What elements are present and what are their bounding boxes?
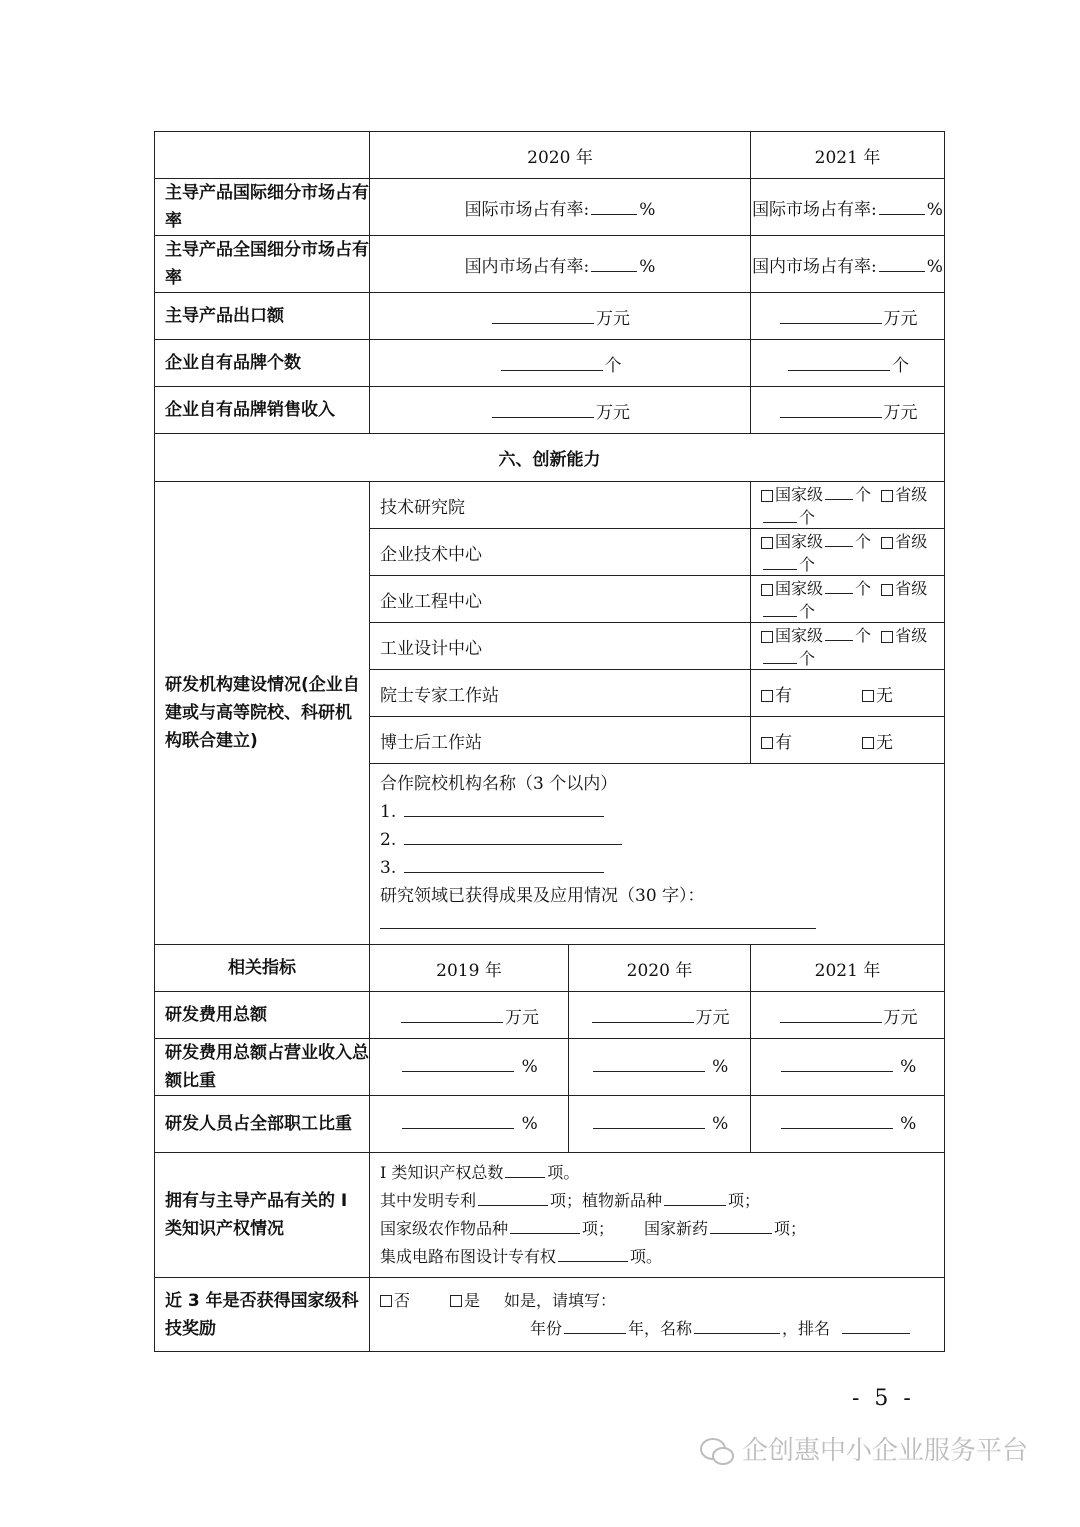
export-2020[interactable]: 万元 <box>370 293 751 340</box>
rd-level[interactable]: 国家级 个 省级个 <box>751 576 945 623</box>
ip-label: 拥有与主导产品有关的 I 类知识产权情况 <box>155 1153 370 1278</box>
brands-2021[interactable]: 个 <box>751 340 945 387</box>
coop-title: 合作院校机构名称（3 个以内） <box>380 774 618 794</box>
rd-ratio-2020[interactable]: % <box>569 1039 751 1096</box>
row-label: 企业自有品牌个数 <box>155 340 370 387</box>
watermark <box>700 1430 1028 1467</box>
export-2021[interactable]: 万元 <box>751 293 945 340</box>
rd-staff-2020[interactable]: % <box>569 1096 751 1153</box>
rd-item: 工业设计中心 <box>370 623 751 670</box>
year-header: 2020 年 <box>569 945 751 992</box>
brand-sales-2020[interactable]: 万元 <box>370 387 751 434</box>
year-header: 2021 年 <box>751 132 945 179</box>
rd-item: 技术研究院 <box>370 482 751 529</box>
row-label: 主导产品全国细分市场占有率 <box>155 236 370 293</box>
corner-cell <box>155 132 370 179</box>
brand-sales-2021[interactable]: 万元 <box>751 387 945 434</box>
intl-share-2020[interactable]: 国际市场占有率: % <box>370 179 751 236</box>
ip-block[interactable]: I 类知识产权总数 项。 其中发明专利 项；植物新品种 项； 国家级农作物品种 项； 国家新药 项； 集成电路布图设计专有权 项。 <box>370 1153 945 1278</box>
rd-label: 研发机构建设情况(企业自建或与高等院校、科研机构联合建立) <box>155 482 370 945</box>
brands-2020[interactable]: 个 <box>370 340 751 387</box>
rd-ratio-2019[interactable]: % <box>370 1039 569 1096</box>
row-label: 主导产品出口额 <box>155 293 370 340</box>
rd-item: 企业工程中心 <box>370 576 751 623</box>
row-label: 研发费用总额占营业收入总额比重 <box>155 1039 370 1096</box>
year-header: 2020 年 <box>370 132 751 179</box>
row-label: 研发人员占全部职工比重 <box>155 1096 370 1153</box>
row-label: 企业自有品牌销售收入 <box>155 387 370 434</box>
dom-share-2021[interactable]: 国内市场占有率: % <box>751 236 945 293</box>
rd-cost-2021[interactable]: 万元 <box>751 992 945 1039</box>
rd-staff-2019[interactable]: % <box>370 1096 569 1153</box>
award-label: 近 3 年是否获得国家级科技奖励 <box>155 1278 370 1352</box>
rd-cost-2020[interactable]: 万元 <box>569 992 751 1039</box>
dom-share-2020[interactable]: 国内市场占有率: % <box>370 236 751 293</box>
wechat-icon <box>700 1437 734 1467</box>
rd-ratio-2021[interactable]: % <box>751 1039 945 1096</box>
row-label: 主导产品国际细分市场占有率 <box>155 179 370 236</box>
rd-cost-2019[interactable]: 万元 <box>370 992 569 1039</box>
rd-yesno[interactable]: 有 无 <box>751 717 945 764</box>
indicator-header: 相关指标 <box>155 945 370 992</box>
rd-level[interactable]: 国家级 个 省级个 <box>751 623 945 670</box>
coop-block[interactable]: 合作院校机构名称（3 个以内） 1. 2. 3. 研究领域已获得成果及应用情况（30 字）： <box>370 764 945 945</box>
year-header: 2019 年 <box>370 945 569 992</box>
rd-item: 博士后工作站 <box>370 717 751 764</box>
section-title: 六、创新能力 <box>155 434 945 482</box>
row-label: 研发费用总额 <box>155 992 370 1039</box>
page-number: - 5 - <box>852 1386 915 1411</box>
award-block[interactable]: 否 是 如是，请填写： 年份 年，名称 ，排名 <box>370 1278 945 1352</box>
rd-staff-2021[interactable]: % <box>751 1096 945 1153</box>
rd-item: 院士专家工作站 <box>370 670 751 717</box>
rd-level[interactable]: 国家级 个 省级个 <box>751 482 945 529</box>
watermark-text: 企创惠中小企业服务平台 <box>742 1436 1029 1466</box>
rd-item: 企业技术中心 <box>370 529 751 576</box>
rd-yesno[interactable]: 有 无 <box>751 670 945 717</box>
intl-share-2021[interactable]: 国际市场占有率: % <box>751 179 945 236</box>
research-label: 研究领域已获得成果及应用情况（30 字）： <box>380 886 705 906</box>
rd-level[interactable]: 国家级 个 省级个 <box>751 529 945 576</box>
year-header: 2021 年 <box>751 945 945 992</box>
application-form-table <box>154 131 945 1352</box>
